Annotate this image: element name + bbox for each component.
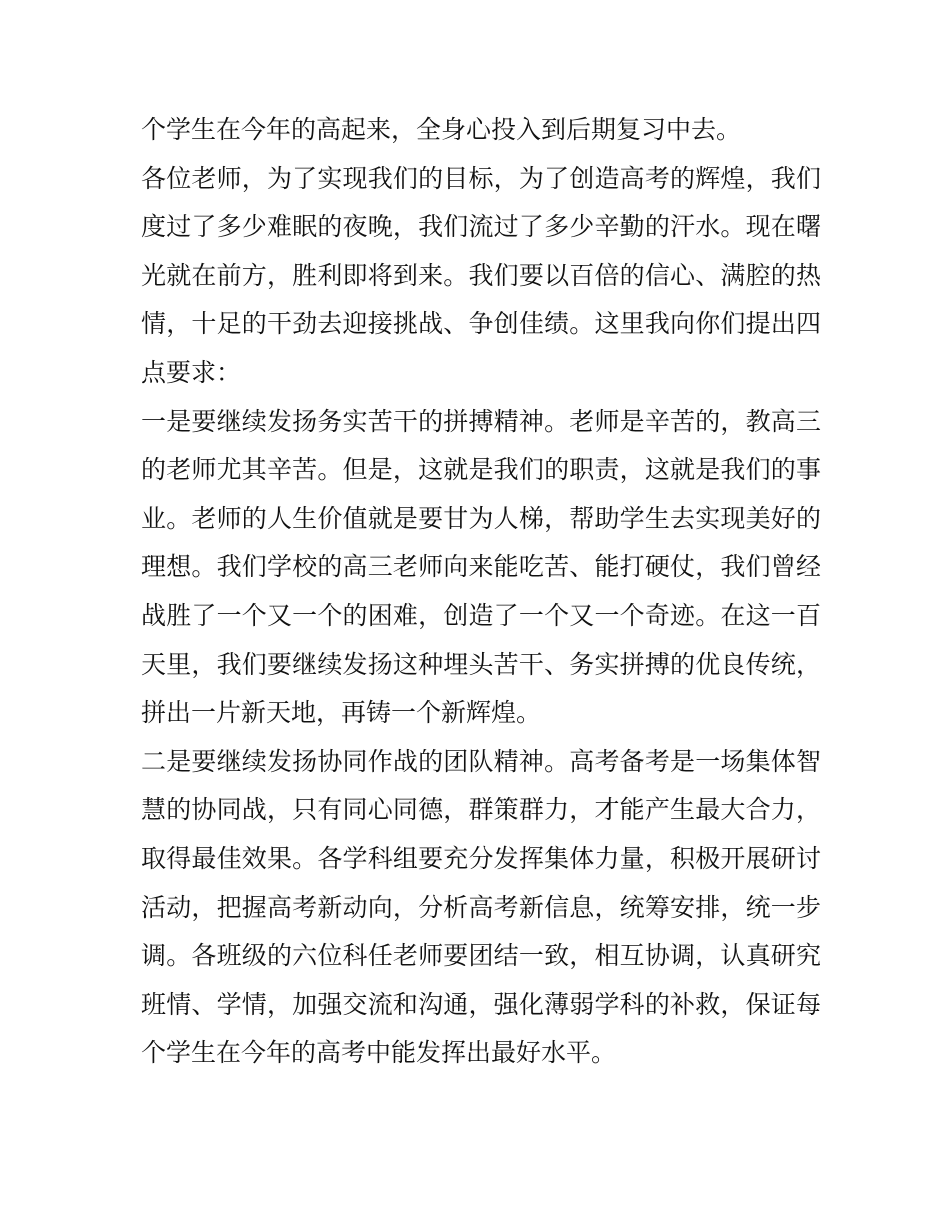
paragraph: 个学生在今年的高起来，全身心投入到后期复习中去。 [141,115,742,144]
document-body [141,106,821,1078]
paragraph: 各位老师，为了实现我们的目标，为了创造高考的辉煌，我们度过了多少难眠的夜晚，我们流过了多少辛勤的汗水。现在曙光就在前方，胜利即将到来。我们要以百倍的信心、满腔的热情，十足的干劲去迎接挑战、争创佳绩。这里我向你们提出四点要求： [141,163,821,387]
paragraph: 一是要继续发扬务实苦干的拼搏精神。老师是辛苦的，教高三的老师尤其辛苦。但是，这就是我们的职责，这就是我们的事业。老师的人生价值就是要甘为人梯，帮助学生去实现美好的理想。我们学校的高三老师向来能吃苦、能打硬仗，我们曾经战胜了一个又一个的困难，创造了一个又一个奇迹。在这一百天里，我们要继续发扬这种埋头苦干、务实拼搏的优良传统，拼出一片新天地，再铸一个新辉煌。 [141,406,821,728]
paragraph: 二是要继续发扬协同作战的团队精神。高考备考是一场集体智慧的协同战，只有同心同德，群策群力，才能产生最大合力，取得最佳效果。各学科组要充分发挥集体力量，积极开展研讨活动，把握高考新动向，分析高考新信息，统筹安排，统一步调。各班级的六位科任老师要团结一致，相互协调，认真研究班情、学情，加强交流和沟通，强化薄弱学科的补救，保证每个学生在今年的高考中能发挥出最好水平。 [141,746,821,1068]
